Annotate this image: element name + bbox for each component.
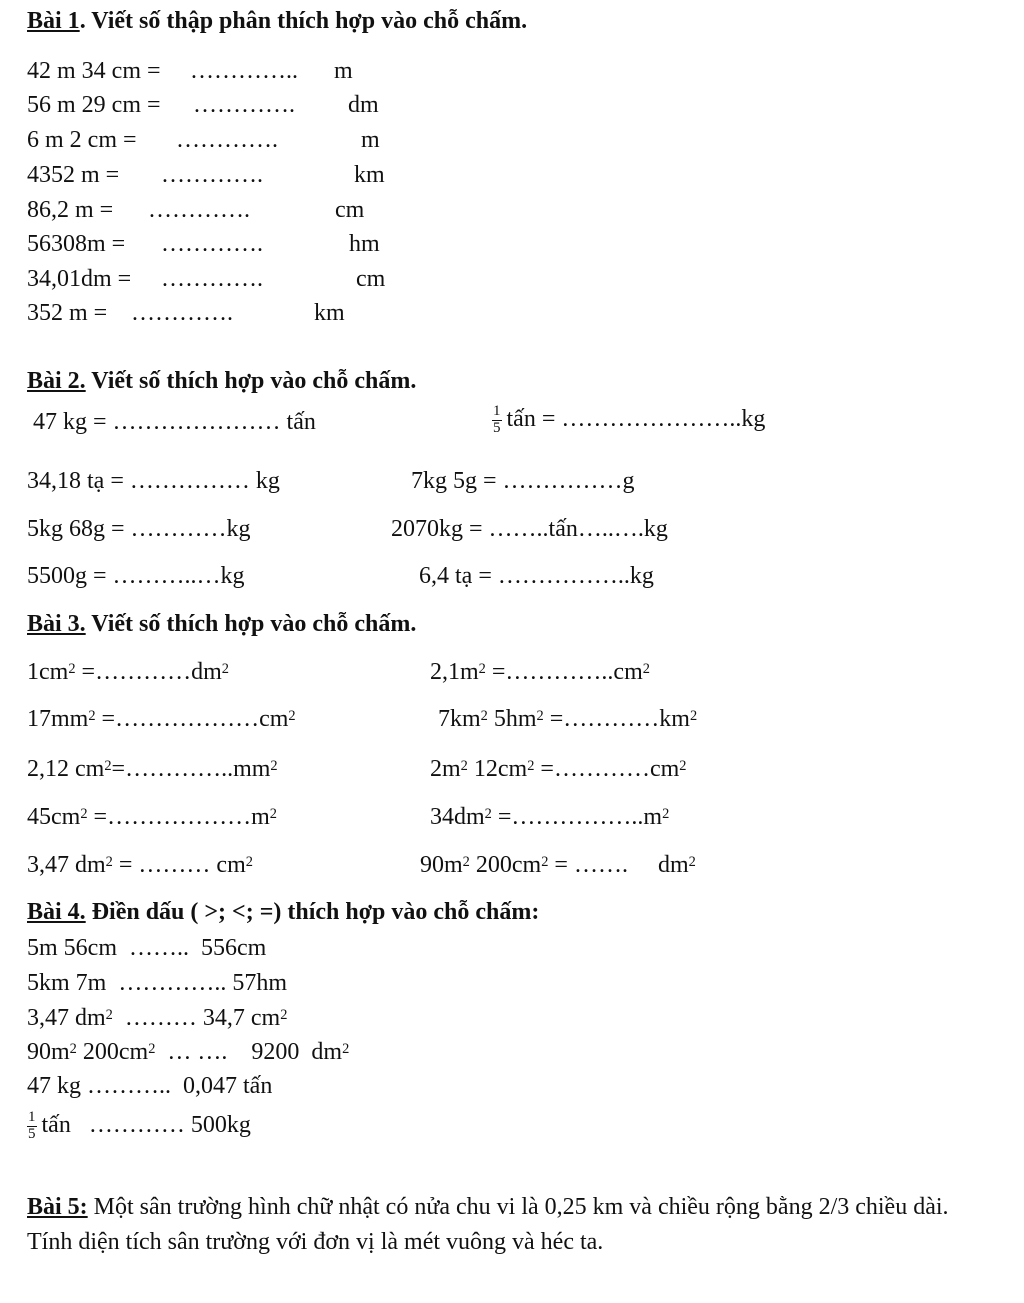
bai1-row-1-dots: ………….. — [190, 58, 298, 84]
bai3-left-5-a: 3,47 dm — [27, 852, 106, 878]
superscript-2: 2 — [69, 1040, 77, 1057]
bai1-row-6-lhs: 56308m = — [27, 231, 126, 257]
bai3-right-3-a: 2m — [430, 756, 461, 782]
bai3-left-5-b: = ……… cm — [112, 852, 246, 878]
bai3-right-2-a: 7km — [438, 706, 481, 732]
bai2-left-2: 34,18 tạ = …………… kg — [27, 468, 280, 494]
bai3-right-2-b: 5hm — [487, 706, 537, 732]
superscript-2: 2 — [270, 757, 278, 774]
bai2-right-4: 6,4 tạ = ……………..kg — [419, 563, 654, 589]
bai4-row-6-text: tấn ………… 500kg — [41, 1111, 251, 1138]
bai3-right-4-b: =……………..m — [491, 804, 663, 830]
bai1-row-1-unit: m — [334, 58, 353, 84]
bai3-right-3-c: =…………cm — [534, 756, 680, 782]
bai1-row-4-dots: …………. — [161, 162, 263, 188]
fraction-denominator: 5 — [28, 1125, 36, 1142]
bai3-right-1-b: =…………..cm — [485, 659, 643, 685]
superscript-2: 2 — [484, 805, 492, 822]
bai3-right-5-c: = ……. dm — [548, 852, 689, 878]
bai3-right-5-b: 200cm — [469, 852, 542, 878]
superscript-2: 2 — [642, 660, 650, 677]
bai1-row-8-dots: …………. — [131, 300, 233, 326]
bai1-row-8-unit: km — [314, 300, 345, 326]
bai2-heading — [27, 369, 416, 393]
superscript-2: 2 — [527, 757, 535, 774]
superscript-2: 2 — [105, 853, 113, 870]
bai3-left-3-a: 2,12 cm — [27, 756, 105, 782]
bai3-right-5-a: 90m — [420, 852, 463, 878]
bai3-left-1-a: 1cm — [27, 659, 69, 685]
bai3-title: Viết số thích hợp vào chỗ chấm. — [85, 611, 417, 637]
bai2-right-3: 2070kg = ……..tấn…..….kg — [391, 516, 668, 542]
superscript-2: 2 — [478, 660, 486, 677]
superscript-2: 2 — [80, 805, 88, 822]
bai4-row-5: 47 kg ……….. 0,047 tấn — [27, 1073, 273, 1099]
superscript-2: 2 — [88, 707, 96, 724]
superscript-2: 2 — [541, 853, 549, 870]
bai1-row-3-dots: …………. — [176, 127, 278, 153]
bai1-row-6-dots: …………. — [161, 231, 263, 257]
bai3-left-4-a: 45cm — [27, 804, 81, 830]
bai1-row-2-unit: dm — [348, 92, 379, 118]
superscript-2: 2 — [104, 757, 112, 774]
bai3-left-2-a: 17mm — [27, 706, 89, 732]
bai3-right-2-c: =…………km — [543, 706, 690, 732]
superscript-2: 2 — [689, 707, 698, 724]
bai1-label: Bài 1 — [27, 8, 80, 34]
bai4-row-4-c: … …. 9200 dm — [155, 1039, 343, 1065]
bai1-row-7-lhs: 34,01dm = — [27, 266, 132, 292]
bai1-row-4-unit: km — [354, 162, 385, 188]
fraction-numerator: 1 — [493, 403, 501, 419]
bai3-right-1-a: 2,1m — [430, 659, 479, 685]
bai4-title: Điền dấu ( >; <; =) thích hợp vào chỗ chấm: — [85, 899, 540, 925]
bai3-left-4 — [27, 805, 277, 829]
superscript-2: 2 — [342, 1040, 350, 1057]
superscript-2: 2 — [679, 757, 687, 774]
bai3-heading — [27, 612, 416, 636]
fraction-numerator: 1 — [28, 1109, 36, 1125]
bai4-row-3-a: 3,47 dm — [27, 1005, 106, 1031]
superscript-2: 2 — [288, 707, 296, 724]
superscript-2: 2 — [68, 660, 76, 677]
bai4-row-6 — [27, 1110, 251, 1143]
bai1-row-3-lhs: 6 m 2 cm = — [27, 127, 137, 153]
bai1-row-2-dots: …………. — [193, 92, 295, 118]
superscript-2: 2 — [280, 1006, 288, 1023]
bai3-left-4-b: =………………m — [87, 804, 270, 830]
bai1-row-7-dots: …………. — [161, 266, 263, 292]
bai3-left-3-b: =…………..mm — [111, 756, 271, 782]
fraction-one-fifth — [492, 404, 502, 437]
bai2-left-4: 5500g = ………..…kg — [27, 563, 245, 589]
superscript-2: 2 — [462, 853, 470, 870]
bai3-right-3 — [430, 757, 686, 781]
bai5-paragraph — [27, 1190, 967, 1260]
bai3-left-3 — [27, 757, 278, 781]
bai1-row-7-unit: cm — [356, 266, 386, 292]
bai2-right-fraction-text: tấn = …………………..kg — [506, 405, 766, 432]
bai1-row-2-lhs: 56 m 29 cm = — [27, 92, 161, 118]
bai3-right-4-a: 34dm — [430, 804, 485, 830]
superscript-2: 2 — [662, 805, 670, 822]
bai1-title: . Viết số thập phân thích hợp vào chỗ chấm. — [79, 8, 528, 34]
bai3-right-5 — [420, 853, 696, 877]
superscript-2: 2 — [269, 805, 277, 822]
superscript-2: 2 — [221, 660, 229, 677]
bai4-row-2: 5km 7m ………….. 57hm — [27, 970, 288, 996]
bai3-right-1 — [430, 660, 650, 684]
bai2-left-1: 47 kg = ………………… tấn — [33, 409, 316, 435]
bai2-label: Bài 2. — [27, 368, 86, 394]
bai2-right-2: 7kg 5g = ……………g — [411, 468, 635, 494]
bai4-heading — [27, 900, 539, 924]
bai1-row-8-lhs: 352 m = — [27, 300, 108, 326]
bai3-right-2 — [438, 707, 697, 731]
fraction-one-fifth — [27, 1110, 37, 1143]
bai1-row-3-unit: m — [361, 127, 380, 153]
bai4-row-4-b: 200cm — [76, 1039, 149, 1065]
superscript-2: 2 — [688, 853, 696, 870]
bai4-row-3-b: ……… 34,7 cm — [112, 1005, 281, 1031]
bai3-left-2-b: =………………cm — [95, 706, 289, 732]
bai2-left-3: 5kg 68g = …………kg — [27, 516, 251, 542]
superscript-2: 2 — [536, 707, 544, 724]
superscript-2: 2 — [245, 853, 253, 870]
bai4-row-3 — [27, 1006, 287, 1030]
bai3-right-3-b: 12cm — [467, 756, 528, 782]
bai3-left-1 — [27, 660, 229, 684]
bai3-left-5 — [27, 853, 253, 877]
bai1-row-5-unit: cm — [335, 197, 365, 223]
bai4-row-4-a: 90m — [27, 1039, 70, 1065]
superscript-2: 2 — [460, 757, 468, 774]
bai3-label: Bài 3. — [27, 611, 86, 637]
bai1-row-6-unit: hm — [349, 231, 380, 257]
bai3-right-4 — [430, 805, 669, 829]
superscript-2: 2 — [148, 1040, 156, 1057]
superscript-2: 2 — [480, 707, 488, 724]
bai3-left-2 — [27, 707, 296, 731]
bai2-right-fraction-row — [492, 404, 765, 437]
bai1-row-5-dots: …………. — [148, 197, 250, 223]
bai1-row-1-lhs: 42 m 34 cm = — [27, 58, 161, 84]
bai1-row-5-lhs: 86,2 m = — [27, 197, 114, 223]
bai5-label: Bài 5: — [27, 1194, 88, 1220]
bai1-row-4-lhs: 4352 m = — [27, 162, 120, 188]
bai4-row-4 — [27, 1040, 349, 1064]
superscript-2: 2 — [105, 1006, 113, 1023]
bai3-left-1-b: =…………dm — [75, 659, 222, 685]
bai5-text: Một sân trường hình chữ nhật có nửa chu vi là 0,25 km và chiều rộng bằng 2/3 chiều dài. Tính diện tích sân trường với đơn vị là mét vuông và héc ta. — [27, 1194, 949, 1255]
bai4-row-1: 5m 56cm …….. 556cm — [27, 935, 267, 961]
fraction-denominator: 5 — [493, 419, 501, 436]
bai4-label: Bài 4. — [27, 899, 86, 925]
bai2-title: Viết số thích hợp vào chỗ chấm. — [85, 368, 417, 394]
bai1-heading — [27, 9, 527, 33]
